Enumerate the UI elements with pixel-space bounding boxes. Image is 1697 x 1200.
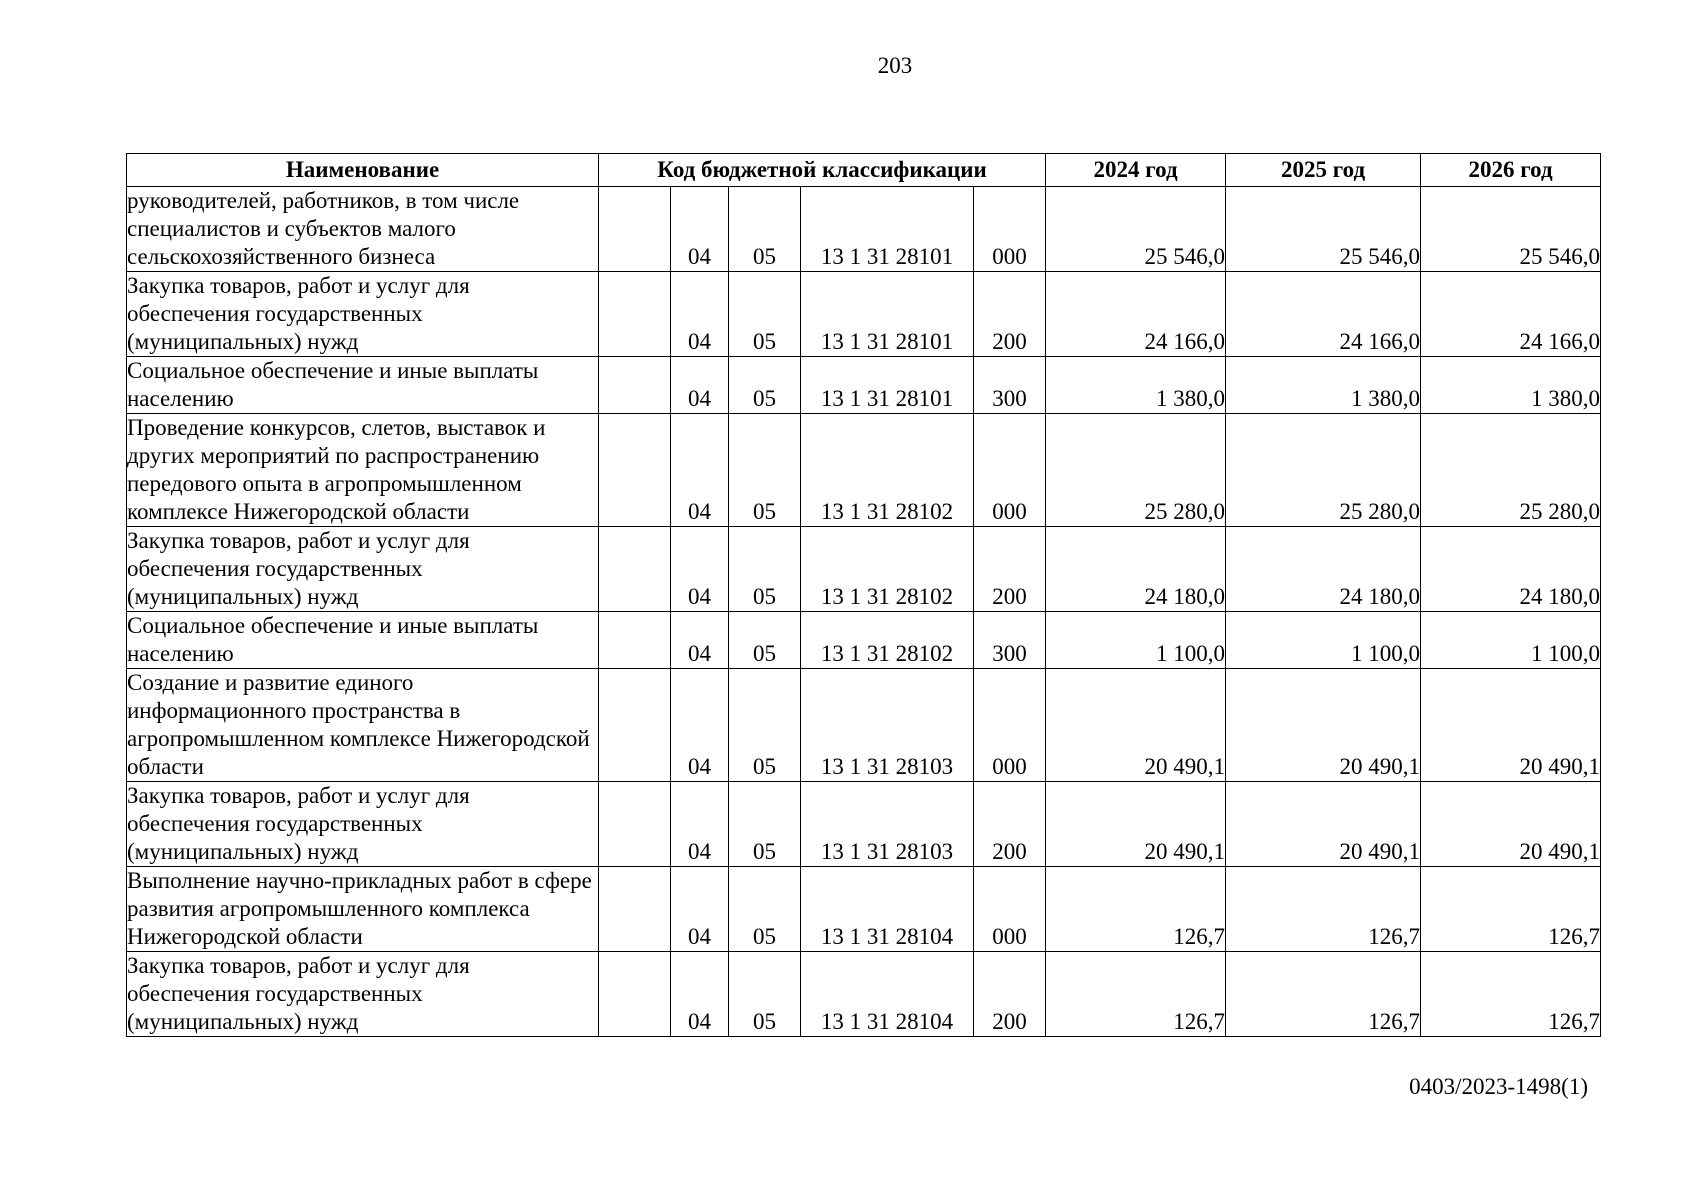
cell-expense-type: 200 xyxy=(974,782,1046,867)
table-row xyxy=(127,612,1601,669)
cell-expense-type: 200 xyxy=(974,952,1046,1037)
cell-2026: 126,7 xyxy=(1421,952,1601,1037)
cell-2026: 1 100,0 xyxy=(1421,612,1601,669)
header-2026: 2026 год xyxy=(1421,154,1601,187)
cell-name: Закупка товаров, работ и услуг для обеспечения государственных (муниципальных) нужд xyxy=(127,527,599,612)
cell-name: Социальное обеспечение и иные выплаты населению xyxy=(127,357,599,414)
cell-code-blank xyxy=(599,782,671,867)
cell-section: 04 xyxy=(671,527,729,612)
cell-target-article: 13 1 31 28104 xyxy=(801,952,974,1037)
cell-target-article: 13 1 31 28101 xyxy=(801,357,974,414)
cell-2025: 24 166,0 xyxy=(1226,272,1421,357)
cell-expense-type: 000 xyxy=(974,414,1046,527)
header-name: Наименование xyxy=(127,154,599,187)
cell-2025: 126,7 xyxy=(1226,952,1421,1037)
cell-2024: 25 546,0 xyxy=(1046,187,1226,272)
cell-2024: 126,7 xyxy=(1046,867,1226,952)
table-row xyxy=(127,357,1601,414)
cell-2024: 24 166,0 xyxy=(1046,272,1226,357)
table-row xyxy=(127,867,1601,952)
cell-name: Проведение конкурсов, слетов, выставок и других мероприятий по распространению передового опыта в агропромышленном комплексе Нижегородской области xyxy=(127,414,599,527)
cell-code-blank xyxy=(599,527,671,612)
cell-2024: 126,7 xyxy=(1046,952,1226,1037)
cell-expense-type: 200 xyxy=(974,272,1046,357)
cell-subsection: 05 xyxy=(729,187,801,272)
document-number: 0403/2023-1498(1) xyxy=(1409,1074,1588,1099)
cell-expense-type: 300 xyxy=(974,612,1046,669)
cell-2024: 20 490,1 xyxy=(1046,669,1226,782)
table-row xyxy=(127,272,1601,357)
cell-name: Закупка товаров, работ и услуг для обеспечения государственных (муниципальных) нужд xyxy=(127,952,599,1037)
cell-subsection: 05 xyxy=(729,272,801,357)
cell-expense-type: 200 xyxy=(974,527,1046,612)
header-2025: 2025 год xyxy=(1226,154,1421,187)
header-budget-code: Код бюджетной классификации xyxy=(599,154,1046,187)
table-header-row xyxy=(127,154,1601,187)
cell-2024: 1 100,0 xyxy=(1046,612,1226,669)
page-number: 203 xyxy=(877,53,913,78)
cell-2024: 25 280,0 xyxy=(1046,414,1226,527)
cell-2025: 24 180,0 xyxy=(1226,527,1421,612)
cell-expense-type: 000 xyxy=(974,187,1046,272)
cell-target-article: 13 1 31 28104 xyxy=(801,867,974,952)
cell-name: Социальное обеспечение и иные выплаты населению xyxy=(127,612,599,669)
table-row xyxy=(127,782,1601,867)
cell-subsection: 05 xyxy=(729,782,801,867)
cell-subsection: 05 xyxy=(729,527,801,612)
cell-code-blank xyxy=(599,357,671,414)
table-row xyxy=(127,952,1601,1037)
cell-2026: 25 280,0 xyxy=(1421,414,1601,527)
cell-2025: 20 490,1 xyxy=(1226,669,1421,782)
cell-code-blank xyxy=(599,867,671,952)
cell-2025: 1 380,0 xyxy=(1226,357,1421,414)
cell-code-blank xyxy=(599,952,671,1037)
budget-table xyxy=(126,153,1601,1037)
cell-2026: 25 546,0 xyxy=(1421,187,1601,272)
cell-subsection: 05 xyxy=(729,612,801,669)
cell-section: 04 xyxy=(671,414,729,527)
cell-target-article: 13 1 31 28102 xyxy=(801,527,974,612)
cell-subsection: 05 xyxy=(729,357,801,414)
cell-code-blank xyxy=(599,272,671,357)
cell-expense-type: 300 xyxy=(974,357,1046,414)
cell-2025: 25 546,0 xyxy=(1226,187,1421,272)
cell-subsection: 05 xyxy=(729,952,801,1037)
cell-code-blank xyxy=(599,612,671,669)
cell-target-article: 13 1 31 28103 xyxy=(801,669,974,782)
cell-code-blank xyxy=(599,187,671,272)
cell-2026: 20 490,1 xyxy=(1421,669,1601,782)
cell-2024: 20 490,1 xyxy=(1046,782,1226,867)
cell-2025: 126,7 xyxy=(1226,867,1421,952)
cell-2026: 24 166,0 xyxy=(1421,272,1601,357)
cell-expense-type: 000 xyxy=(974,867,1046,952)
cell-section: 04 xyxy=(671,669,729,782)
cell-2026: 24 180,0 xyxy=(1421,527,1601,612)
cell-name: Закупка товаров, работ и услуг для обеспечения государственных (муниципальных) нужд xyxy=(127,272,599,357)
cell-name: руководителей, работников, в том числе специалистов и субъектов малого сельскохозяйственного бизнеса xyxy=(127,187,599,272)
cell-code-blank xyxy=(599,414,671,527)
cell-2026: 126,7 xyxy=(1421,867,1601,952)
cell-2024: 1 380,0 xyxy=(1046,357,1226,414)
cell-section: 04 xyxy=(671,357,729,414)
table-row xyxy=(127,414,1601,527)
cell-section: 04 xyxy=(671,187,729,272)
cell-2025: 20 490,1 xyxy=(1226,782,1421,867)
cell-target-article: 13 1 31 28103 xyxy=(801,782,974,867)
cell-section: 04 xyxy=(671,952,729,1037)
cell-section: 04 xyxy=(671,612,729,669)
cell-target-article: 13 1 31 28102 xyxy=(801,612,974,669)
table-body xyxy=(127,187,1601,1037)
cell-target-article: 13 1 31 28101 xyxy=(801,187,974,272)
cell-subsection: 05 xyxy=(729,669,801,782)
cell-target-article: 13 1 31 28102 xyxy=(801,414,974,527)
cell-subsection: 05 xyxy=(729,867,801,952)
cell-section: 04 xyxy=(671,782,729,867)
cell-expense-type: 000 xyxy=(974,669,1046,782)
cell-2025: 25 280,0 xyxy=(1226,414,1421,527)
table-row xyxy=(127,187,1601,272)
table-row xyxy=(127,527,1601,612)
header-2024: 2024 год xyxy=(1046,154,1226,187)
cell-subsection: 05 xyxy=(729,414,801,527)
cell-2024: 24 180,0 xyxy=(1046,527,1226,612)
cell-name: Закупка товаров, работ и услуг для обеспечения государственных (муниципальных) нужд xyxy=(127,782,599,867)
table-row xyxy=(127,669,1601,782)
cell-2026: 20 490,1 xyxy=(1421,782,1601,867)
cell-target-article: 13 1 31 28101 xyxy=(801,272,974,357)
cell-code-blank xyxy=(599,669,671,782)
cell-2026: 1 380,0 xyxy=(1421,357,1601,414)
cell-section: 04 xyxy=(671,272,729,357)
cell-name: Выполнение научно-прикладных работ в сфере развития агропромышленного комплекса Нижегородской области xyxy=(127,867,599,952)
cell-section: 04 xyxy=(671,867,729,952)
cell-2025: 1 100,0 xyxy=(1226,612,1421,669)
cell-name: Создание и развитие единого информационного пространства в агропромышленном комплексе Нижегородской области xyxy=(127,669,599,782)
